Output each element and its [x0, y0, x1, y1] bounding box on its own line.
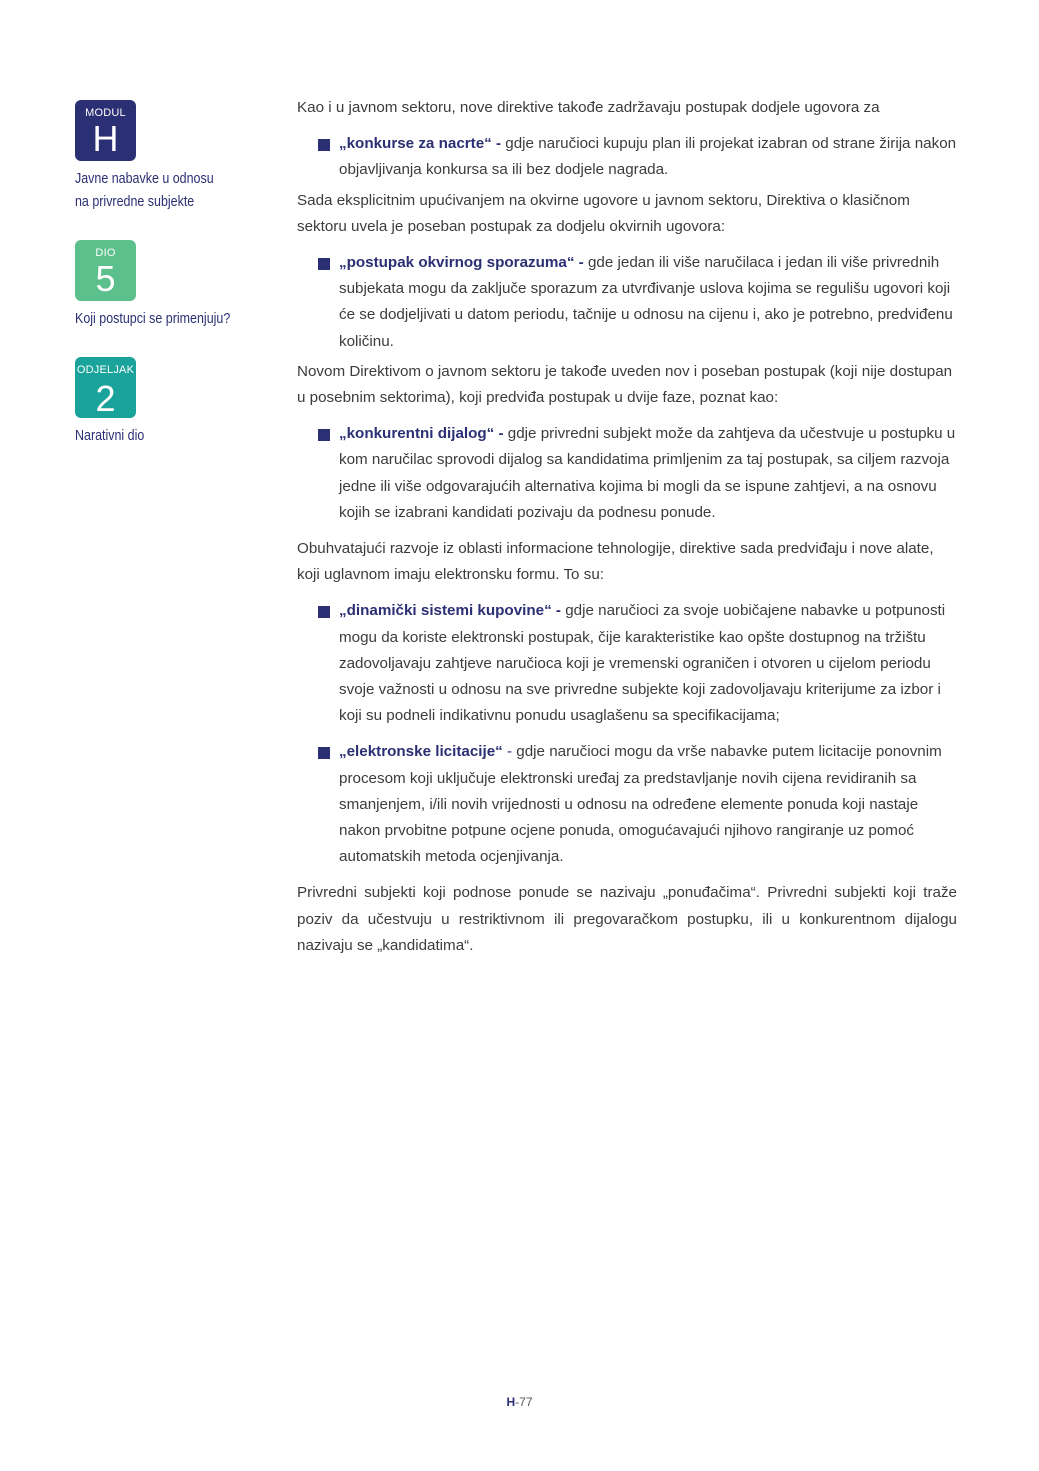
sidebar — [75, 100, 275, 448]
odjeljak-badge — [75, 357, 136, 418]
list-item-dinamicki-sistemi — [297, 598, 957, 729]
dio-label: DIO — [95, 247, 116, 259]
item-term: „postupak okvirnog sporazuma“ — [339, 254, 575, 272]
odjeljak-caption: Narativni dio — [75, 428, 145, 444]
item-text: gdje naručioci mogu da vrše nabavke putem licitacije ponovnim procesom koji uključuje elektronski uređaj za predstavljanje novih cijena revidiranih sa smanjenjem, i/ili novih vrijednosti u odnosu na određene elemente ponuda koji nastaje nakon prvobitne potpune ocjene ponuda, omogućavajući njihovo rangiranje uz pomoć automatskih metoda ocjenjivanja. — [339, 743, 942, 866]
item-dash: - — [551, 602, 566, 620]
item-dash: - — [502, 743, 517, 761]
item-term: „dinamički sistemi kupovine“ — [339, 602, 552, 620]
item-term: „konkurse za nacrte“ — [339, 135, 492, 153]
list-item-okvirni-sporazum — [297, 250, 957, 355]
page-number — [0, 1395, 1039, 1409]
square-bullet-icon — [318, 606, 330, 618]
item-dash: - — [574, 254, 588, 272]
item-dash: - — [491, 135, 506, 153]
dio-badge — [75, 240, 136, 301]
modul-value: H — [92, 118, 119, 159]
paragraph-3: Novom Direktivom o javnom sektoru je takođe uveden nov i poseban postupak (koji nije dostupan u posebnim sektorima), koji predviđa postupak u dvije faze, poznat kao: — [297, 362, 953, 407]
square-bullet-icon — [318, 258, 330, 270]
list-item-elektronske-licitacije — [297, 739, 957, 870]
list-item-konkursi — [297, 131, 957, 183]
item-text: gdje privredni subjekt može da zahtjeva da učestvuje u postupku u kom naručilac sprovodi dijalog sa kandidatima primljenim za taj postupak, sa ciljem razvoja jedne ili više odgovarajućih alternativa kojima bi mogli da se ispune zahtjevi, a na osnovu kojih se izabrani kandidati pozivaju da podnesu ponude. — [339, 425, 956, 521]
modul-caption-line1: Javne nabavke u odnosu — [75, 171, 214, 187]
paragraph-5: Privredni subjekti koji podnose ponude se nazivaju „ponuđačima“. Privredni subjekti koji traže poziv da učestvuju u restriktivnom ili pregovaračkom postupku, ili u konkurentnom dijalogu nazivaju se „kandidatima“. — [297, 884, 957, 954]
item-text: gdje naručioci kupuju plan ili projekat izabran od strane žirija nakon objavljivanja konkursa sa ili bez dodjele nagrada. — [339, 135, 957, 179]
page-number-letter: H — [506, 1395, 516, 1409]
item-term: „konkurentni dijalog“ — [339, 425, 495, 443]
odjeljak-value: 2 — [95, 378, 116, 418]
paragraph-4: Obuhvatajući razvoje iz oblasti informacione tehnologije, direktive sada predviđaju i nove alate, koji uglavnom imaju elektronsku formu. To su: — [297, 540, 934, 584]
modul-caption — [75, 168, 247, 214]
main-content — [297, 95, 957, 969]
square-bullet-icon — [318, 139, 330, 151]
modul-badge — [75, 100, 136, 161]
item-term: „elektronske licitacije“ — [339, 743, 503, 761]
modul-label: MODUL — [85, 107, 126, 119]
modul-caption-line2: na privredne subjekte — [75, 194, 195, 210]
dio-caption: Koji postupci se primenjuju? — [75, 311, 231, 327]
square-bullet-icon — [318, 747, 330, 759]
list-item-konkurentni-dijalog — [297, 421, 957, 526]
item-text: gde jedan ili više naručilaca i jedan ili više privrednih subjekata mogu da zaključe sporazum za utvrđivanje uslova kojima se regulišu ugovori koji će se dodjeljivati u datom periodu, tačnije u odnosu na cijenu i, ako je potrebno, predviđenu količinu. — [339, 254, 953, 350]
paragraph-2: Sada eksplicitnim upućivanjem na okvirne ugovore u javnom sektoru, Direktiva o klasičnom sektoru uvela je poseban postupak za dodjelu okvirnih ugovora: — [297, 191, 910, 235]
square-bullet-icon — [318, 429, 330, 441]
item-text: gdje naručioci za svoje uobičajene nabavke u potpunosti mogu da koriste elektronski postupak, čije karakteristike kao opšte dostupnog na tržištu zadovoljavaju zahtjeve naručioca koji je vremenski ograničen i otvoren u cijelom periodu svoje važnosti u odnosu na sve privredne subjekte koji zadovoljavaju kriterijume za izbor i koji su podneli indikativnu ponudu usaglašenu sa specifikacijama; — [339, 602, 946, 725]
page-number-value: -77 — [515, 1395, 533, 1409]
paragraph-1: Kao i u javnom sektoru, nove direktive takođe zadržavaju postupak dodjele ugovora za — [297, 99, 880, 116]
odjeljak-label: ODJELJAK — [76, 364, 135, 376]
item-dash: - — [494, 425, 508, 443]
dio-value: 5 — [95, 258, 116, 299]
